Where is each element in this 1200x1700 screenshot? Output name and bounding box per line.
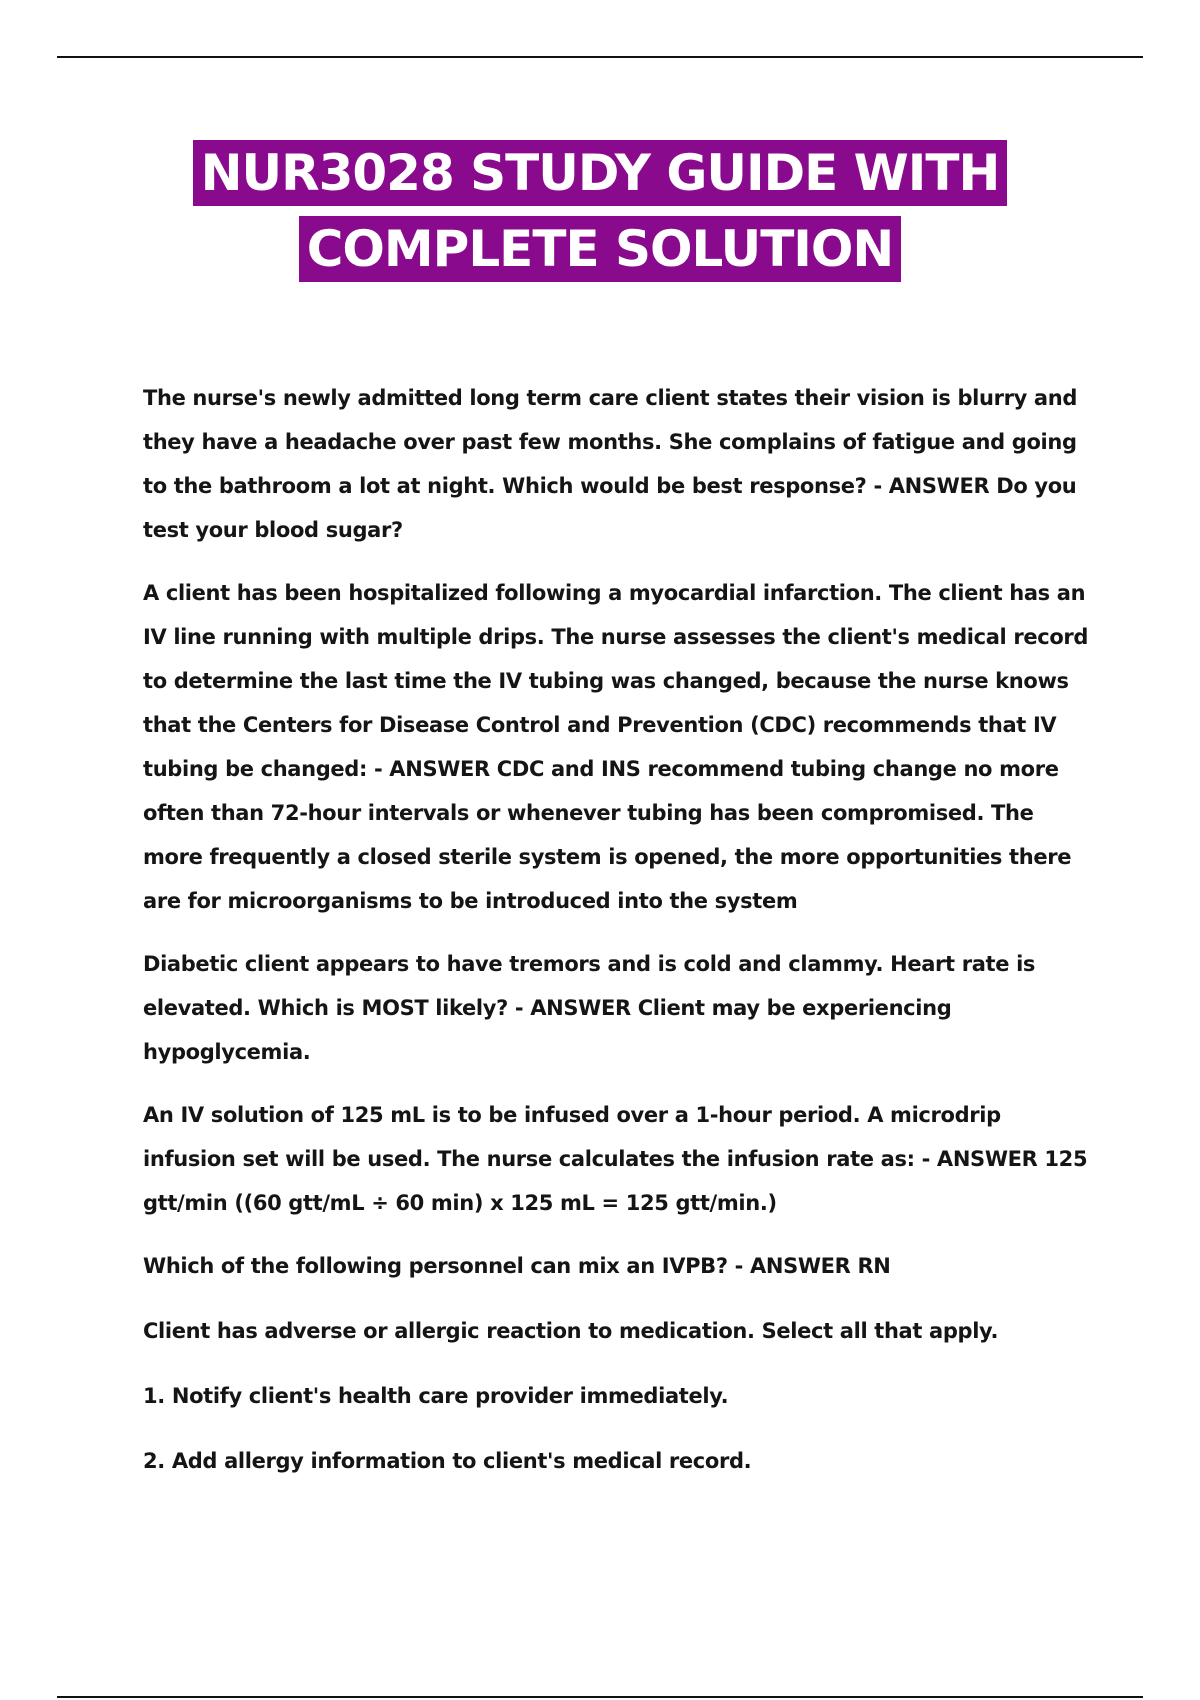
question-paragraph: Diabetic client appears to have tremors and is cold and clammy. Heart rate is elevated. Which is MOST likely? - ANSWER Client may be experiencing hypoglycemia. bbox=[143, 952, 1036, 1064]
title-line-1: NUR3028 STUDY GUIDE WITH bbox=[193, 140, 1008, 206]
footer-rule bbox=[57, 1696, 1143, 1698]
question-paragraph: A client has been hospitalized following a myocardial infarction. The client has an IV line running with multiple drips. The nurse assesses the client's medical record to determine the last time the IV tubing was changed, because the nurse knows that the Centers for Disease Control and Prevention (CDC) recommends that IV tubing be changed: - ANSWER CDC and INS recommend tubing change no more often than 72-hour intervals or whenever tubing has been compromised. The more frequently a closed sterile system is opened, the more opportunities there are for microorganisms to be introduced into the system bbox=[143, 581, 1089, 913]
list-item: 2. Add allergy information to client's medical record. bbox=[143, 1449, 752, 1473]
document-body bbox=[143, 376, 1093, 1504]
question-paragraph: An IV solution of 125 mL is to be infused over a 1-hour period. A microdrip infusion set will be used. The nurse calculates the infusion rate as: - ANSWER 125 gtt/min ((60 gtt/mL ÷ 60 min) x 125 mL = 125 gtt/min.) bbox=[143, 1103, 1088, 1215]
header-rule bbox=[57, 56, 1143, 58]
question-paragraph: Which of the following personnel can mix an IVPB? - ANSWER RN bbox=[143, 1254, 891, 1278]
title-line-2: COMPLETE SOLUTION bbox=[299, 216, 902, 282]
question-paragraph: The nurse's newly admitted long term care client states their vision is blurry and they have a headache over past few months. She complains of fatigue and going to the bathroom a lot at night. Which would be best response? - ANSWER Do you test your blood sugar? bbox=[143, 386, 1077, 542]
document-title bbox=[0, 140, 1200, 292]
question-paragraph: Client has adverse or allergic reaction to medication. Select all that apply. bbox=[143, 1319, 999, 1343]
list-item: 1. Notify client's health care provider immediately. bbox=[143, 1384, 729, 1408]
